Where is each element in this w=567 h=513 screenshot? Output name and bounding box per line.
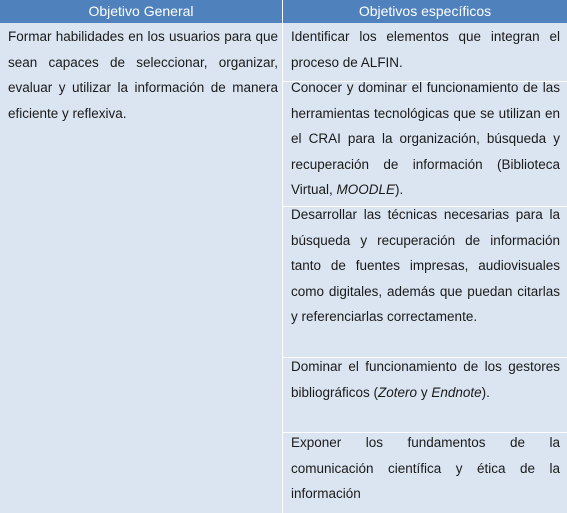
objective-text-part: Conocer y dominar el funcionamiento de las herramientas tecnológicas que se utilizan en el CRAI para la organización, búsqueda y recuperación de información (Biblioteca Virtual, bbox=[291, 80, 560, 197]
specific-objective-text: Exponer los fundamentos de la comunicación científica y ética de la información bbox=[291, 435, 560, 501]
objective-text-part: ). bbox=[395, 182, 404, 197]
objective-italic-term: MOODLE bbox=[336, 182, 396, 197]
column-divider bbox=[282, 0, 283, 513]
general-objective-cell bbox=[8, 24, 278, 126]
general-objective-text: Formar habilidades en los usuarios para que sean capaces de seleccionar, organizar, evaluar y utilizar la información de manera eficiente y reflexiva. bbox=[8, 29, 278, 121]
specific-objective-4 bbox=[291, 354, 560, 405]
objective-text-part: Dominar el funcionamiento de los gestores bibliográficos ( bbox=[291, 359, 560, 400]
header-general-objective: Objetivo General bbox=[0, 0, 282, 23]
objective-italic-term: Endnote bbox=[431, 384, 482, 400]
header-specific-objectives: Objetivos específicos bbox=[283, 0, 567, 23]
objective-italic-term: Zotero bbox=[378, 384, 418, 400]
specific-objective-text bbox=[291, 354, 560, 405]
specific-objective-text: Identificar los elementos que integran el proceso de ALFIN. bbox=[291, 29, 560, 70]
specific-objective-text bbox=[291, 75, 560, 203]
specific-objective-5 bbox=[291, 430, 560, 507]
specific-objective-1 bbox=[291, 24, 560, 75]
objective-text-part: y bbox=[417, 384, 432, 400]
specific-objective-2 bbox=[291, 75, 560, 203]
objective-text-part: ). bbox=[481, 384, 490, 400]
specific-objective-text: Desarrollar las técnicas necesarias para la búsqueda y recuperación de información tanto de fuentes impresas, audiovisuales como digitales, además que puedan citarlas y referenciarlas correctamente. bbox=[291, 207, 560, 324]
specific-objective-3 bbox=[291, 202, 560, 330]
